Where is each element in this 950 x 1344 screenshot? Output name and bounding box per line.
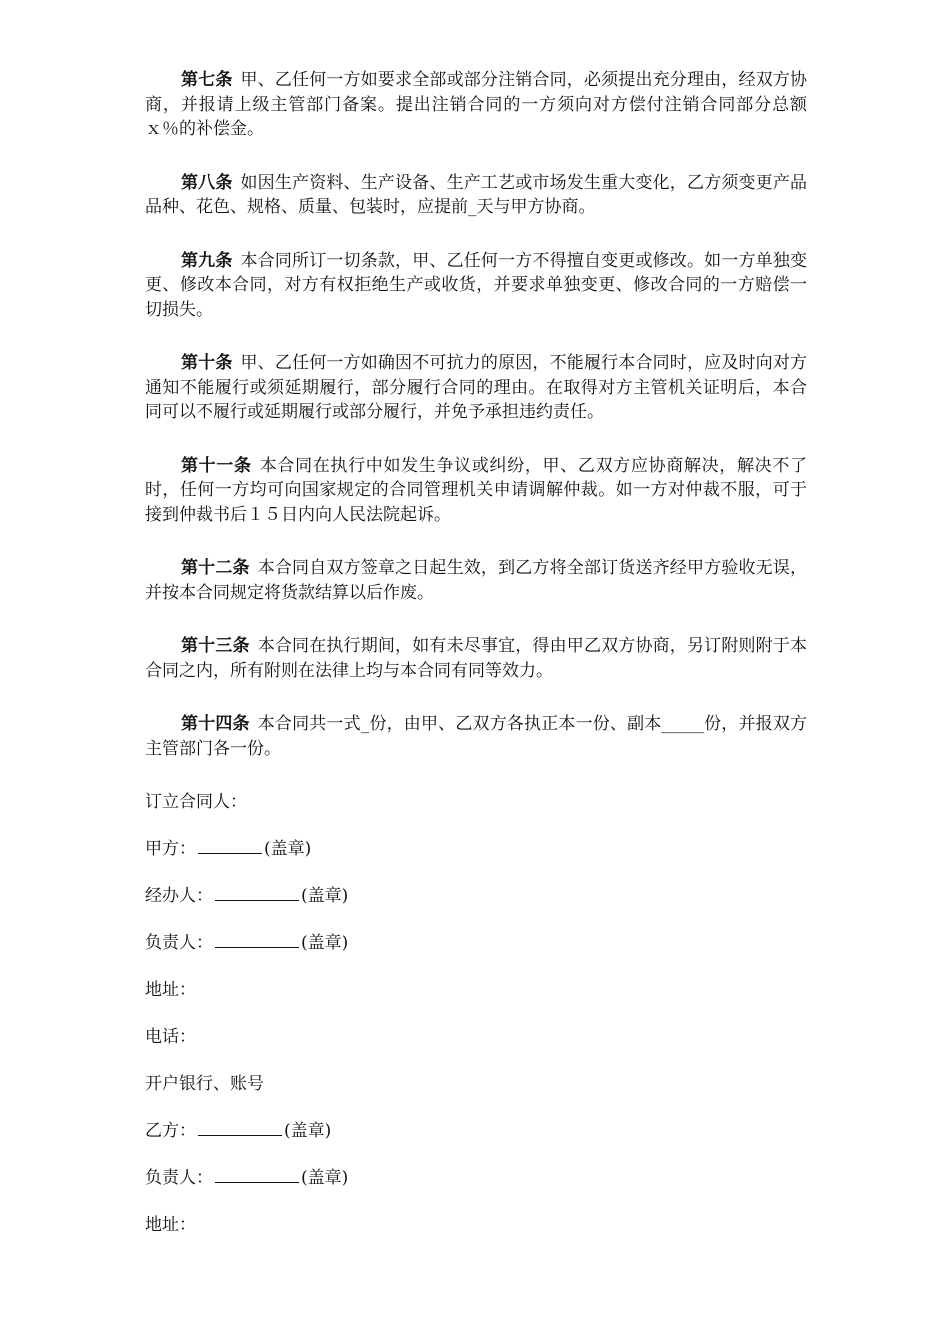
contract-page xyxy=(145,68,807,1260)
article-text: 本合同所订一切条款，甲、乙任何一方不得擅自变更或修改。如一方单独变更、修改本合同，对方有权拒绝生产或收货，并要求单独变更、修改合同的一方赔偿一切损失。 xyxy=(145,250,807,320)
article-8 xyxy=(145,171,807,220)
responsible-b-seal: (盖章) xyxy=(301,1168,349,1188)
party-a-seal: (盖章) xyxy=(264,839,312,859)
party-a-line xyxy=(145,837,807,861)
article-text: 本合同共一式_份，由甲、乙双方各执正本一份、副本_____份，并报双方主管部门各一份。 xyxy=(145,714,808,759)
article-text: 本合同在执行期间，如有未尽事宜，得由甲乙双方协商，另订附则附于本合同之内，所有附则在法律上均与本合同有同等效力。 xyxy=(145,636,808,681)
address-a-line: 地址： xyxy=(145,980,196,1000)
article-7 xyxy=(145,68,807,142)
party-b-label: 乙方： xyxy=(145,1121,196,1141)
responsible-a-label: 负责人： xyxy=(145,933,213,953)
article-number: 第八条 xyxy=(181,172,233,193)
article-number: 第十二条 xyxy=(181,558,250,578)
party-b-seal: (盖章) xyxy=(284,1121,332,1141)
signatories-heading: 订立合同人： xyxy=(145,792,247,812)
handler-line xyxy=(145,884,807,908)
party-a-label: 甲方： xyxy=(145,839,196,859)
handler-label: 经办人： xyxy=(145,886,213,906)
article-text: 甲、乙任何一方如确因不可抗力的原因，不能履行本合同时，应及时向对方通知不能履行或须延期履行，部分履行合同的理由。在取得对方主管机关证明后，本合同可以不履行或延期履行或部分履行，并免予承担违约责任。 xyxy=(145,353,807,422)
article-14 xyxy=(145,712,807,761)
responsible-a-seal: (盖章) xyxy=(301,933,349,953)
responsible-b-label: 负责人： xyxy=(145,1168,213,1188)
article-text: 本合同自双方签章之日起生效，到乙方将全部订货送齐经甲方验收无误，并按本合同规定将货款结算以后作废。 xyxy=(145,558,808,603)
bank-line: 开户银行、账号 xyxy=(145,1074,264,1094)
article-text: 本合同在执行中如发生争议或纠纷，甲、乙双方应协商解决，解决不了时，任何一方均可向国家规定的合同管理机关申请调解仲裁。如一方对仲裁不服，可于接到仲裁书后１５日内向人民法院起诉。 xyxy=(145,455,808,525)
responsible-b-line xyxy=(145,1166,807,1190)
article-text: 如因生产资料、生产设备、生产工艺或市场发生重大变化，乙方须变更产品品种、花色、规格、质量、包装时，应提前_天与甲方协商。 xyxy=(145,172,807,217)
article-13 xyxy=(145,634,807,683)
handler-blank xyxy=(215,884,299,901)
party-b-line xyxy=(145,1119,807,1143)
party-a-blank xyxy=(198,837,262,854)
address-b-line: 地址： xyxy=(145,1215,196,1235)
handler-seal: (盖章) xyxy=(301,886,349,906)
article-12 xyxy=(145,556,807,605)
phone-line: 电话： xyxy=(145,1027,196,1047)
article-9 xyxy=(145,249,807,323)
article-number: 第十条 xyxy=(181,353,233,373)
article-number: 第七条 xyxy=(181,70,233,90)
article-11 xyxy=(145,454,807,528)
responsible-b-blank xyxy=(215,1166,299,1183)
article-number: 第十一条 xyxy=(181,455,252,476)
article-number: 第十三条 xyxy=(181,636,250,656)
party-b-blank xyxy=(198,1119,282,1136)
responsible-a-blank xyxy=(215,931,299,948)
article-number: 第十四条 xyxy=(181,714,250,734)
article-10 xyxy=(145,351,807,425)
article-text: 甲、乙任何一方如要求全部或部分注销合同，必须提出充分理由，经双方协商，并报请上级主管部门备案。提出注销合同的一方须向对方偿付注销合同部分总额ｘ％的补偿金。 xyxy=(145,70,807,139)
responsible-a-line xyxy=(145,931,807,955)
article-number: 第九条 xyxy=(181,250,233,271)
